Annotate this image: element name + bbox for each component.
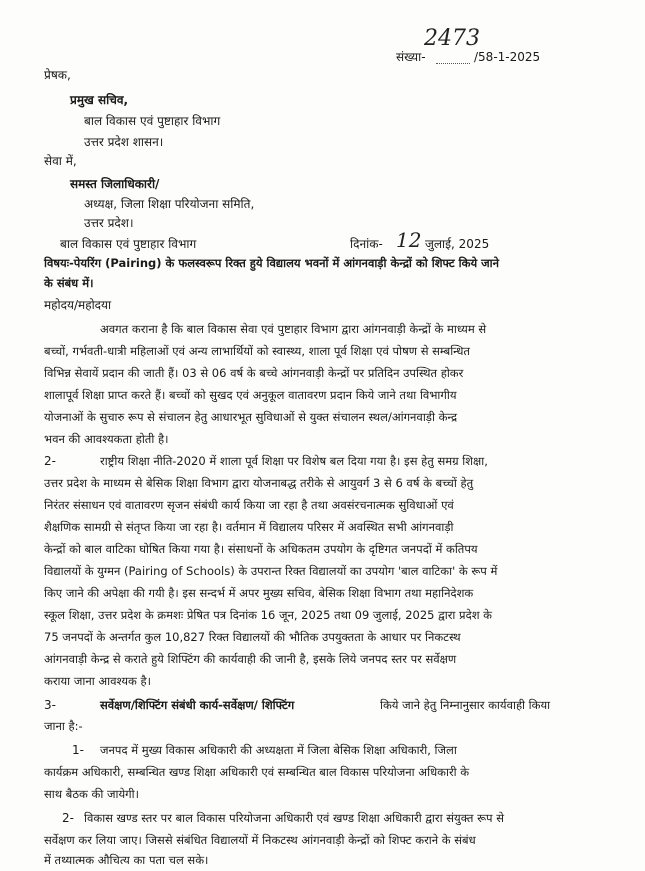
para2-line-1: राष्ट्रीय शिक्षा नीति-2020 में शाला पूर्व शिक्षा पर विशेष बल दिया गया है। इस हेतु समग्र शिक्षा, [100, 454, 488, 468]
item1-line-1: जनपद में मुख्य विकास अधिकारी की अध्यक्षता में जिला बेसिक शिक्षा अधिकारी, जिला [100, 743, 457, 757]
salutation: महोदय/महोदया [44, 298, 112, 312]
sender-label: प्रेषक, [44, 68, 71, 82]
para2-number: 2- [44, 454, 56, 468]
para1-line-6: भवन की आवश्यकता होती है। [44, 432, 169, 446]
recipient-line-1: समस्त जिलाधिकारी/ [70, 177, 160, 191]
item2-line-3: में तथ्यात्मक औचित्य का पता चल सके। [44, 853, 209, 867]
item2-line-1: विकास खण्ड स्तर पर बाल विकास परियोजना अधिकारी एवं खण्ड शिक्षा अधिकारी द्वारा संयुक्त रूप से [84, 811, 504, 825]
dateline-department: बाल विकास एवं पुष्टाहार विभाग [60, 237, 197, 251]
subject-line-2: के संबंध में। [44, 276, 94, 290]
para1-line-3: विभिन्न सेवायें प्रदान की जाती हैं। 03 से 06 वर्ष के बच्चे आंगनवाड़ी केन्द्रों पर प्रतिदिन उपस्थित होकर [44, 366, 464, 380]
para2-line-3: निरंतर संसाधन एवं वातावरण सृजन संबंधी कार्य किया जा रहा है तथा अवसंरचनात्मक सुविधाओं एवं [44, 498, 454, 512]
sender-title: प्रमुख सचिव, [70, 93, 129, 107]
para3-heading-rest: किये जाने हेतु निम्नानुसार कार्यवाही किया [380, 698, 551, 712]
date-month-year: जुलाई, 2025 [425, 237, 490, 251]
para3-bold-heading: सर्वेक्षण/शिफ्टिंग संबंधी कार्य-सर्वेक्षण/ शिफ्टिंग [100, 698, 295, 712]
para2-line-6: विद्यालयों के युग्मन (Pairing of Schools) के उपरान्त रिक्त विद्यालयों का उपयोग 'बाल वाटिका' के रूप में [44, 564, 498, 578]
para1-line-1: अवगत कराना है कि बाल विकास सेवा एवं पुष्टाहार विभाग द्वारा आंगनवाड़ी केन्द्रों के माध्यम से [100, 322, 487, 336]
para1-line-2: बच्चों, गर्भवती-धात्री महिलाओं एवं अन्य लाभार्थियों को स्वास्थ्य, शाला पूर्व शिक्षा एवं पोषण से सम्बन्धित [44, 344, 470, 358]
para2-line-5: केन्द्रों को बाल वाटिका घोषित किया गया है। संसाधनों के अधिकतम उपयोग के दृष्टिगत जनपदों में कतिपय [44, 542, 478, 556]
para2-line-9: 75 जनपदों के अन्तर्गत कुल 10,827 रिक्त विद्यालयों की भौतिक उपयुक्तता के आधार पर निकटस्थ [44, 630, 461, 644]
reference-underline [436, 63, 470, 64]
handwritten-reference-number: 2473 [424, 26, 480, 51]
para1-line-4: शालापूर्व शिक्षा प्राप्त करते हैं। बच्चों को सुखद एवं अनुकूल वातावरण प्रदान किये जाने तथा विभागीय [44, 388, 457, 402]
para2-line-2: उत्तर प्रदेश के माध्यम से बेसिक शिक्षा विभाग द्वारा योजनाबद्ध तरीके से आयुवर्ग 3 से 6 वर्ष के बच्चों हेतु [44, 476, 474, 490]
sender-department: बाल विकास एवं पुष्टाहार विभाग [84, 114, 221, 128]
para2-line-11: कराया जाना आवश्यक है। [44, 674, 152, 688]
item1-number: 1- [72, 743, 84, 757]
para2-line-8: स्कूल शिक्षा, उत्तर प्रदेश के क्रमशः प्रेषित पत्र दिनांक 16 जून, 2025 तथा 09 जुलाई, 2025 द्वारा प्रदेश के [44, 608, 493, 622]
recipient-label: सेवा में, [44, 154, 77, 168]
date-label: दिनांक- [350, 237, 383, 251]
subject-line-1: विषयः-पेयरिंग (Pairing) के फलस्वरूप रिक्त हुये विद्यालय भवनों में आंगनवाड़ी केन्द्रों को शिफ्ट किये जाने [44, 256, 500, 270]
reference-suffix: /58-1-2025 [474, 50, 541, 64]
para2-line-10: आंगनवाड़ी केन्द्र से कराते हुये शिफ्टिंग की कार्यवाही की जानी है, इसके लिये जनपद स्तर पर सर्वेक्षण [44, 652, 457, 666]
recipient-line-2: अध्यक्ष, जिला शिक्षा परियोजना समिति, [84, 197, 255, 211]
item1-line-2: कार्यक्रम अधिकारी, सम्बन्धित खण्ड शिक्षा अधिकारी एवं सम्बन्धित बाल विकास परियोजना अधिकारी के [44, 765, 470, 779]
para3-number: 3- [44, 698, 56, 712]
para1-line-5: योजनाओं के सुचारु रूप से संचालन हेतु आधारभूत सुविधाओं से युक्त संचालन स्थल/आंगनवाड़ी केन्द्र [44, 410, 458, 424]
para2-line-7: किए जाने की अपेक्षा की गयी है। इस सन्दर्भ में अपर मुख्य सचिव, बेसिक शिक्षा विभाग तथा महानिदेशक [44, 586, 474, 600]
item1-line-3: साथ बैठक की जायेगी। [44, 787, 139, 801]
item2-line-2: सर्वेक्षण कर लिया जाए। जिससे संबंधित विद्यालयों में निकटस्थ आंगनवाड़ी केन्द्रों को शिफ्ट कराने के संबंध [44, 833, 476, 847]
para2-line-4: शैक्षणिक सामग्री से संतृप्त किया जा रहा है। वर्तमान में विद्यालय परिसर में अवस्थित सभी आंगनवाड़ी [44, 520, 454, 534]
recipient-line-3: उत्तर प्रदेश। [84, 216, 134, 230]
sender-government: उत्तर प्रदेश शासन। [84, 135, 164, 149]
para3-line-2: जाना है:- [44, 719, 83, 733]
handwritten-date-day: 12 [396, 228, 422, 252]
reference-label: संख्या- [396, 50, 426, 64]
item2-number: 2- [62, 811, 74, 825]
